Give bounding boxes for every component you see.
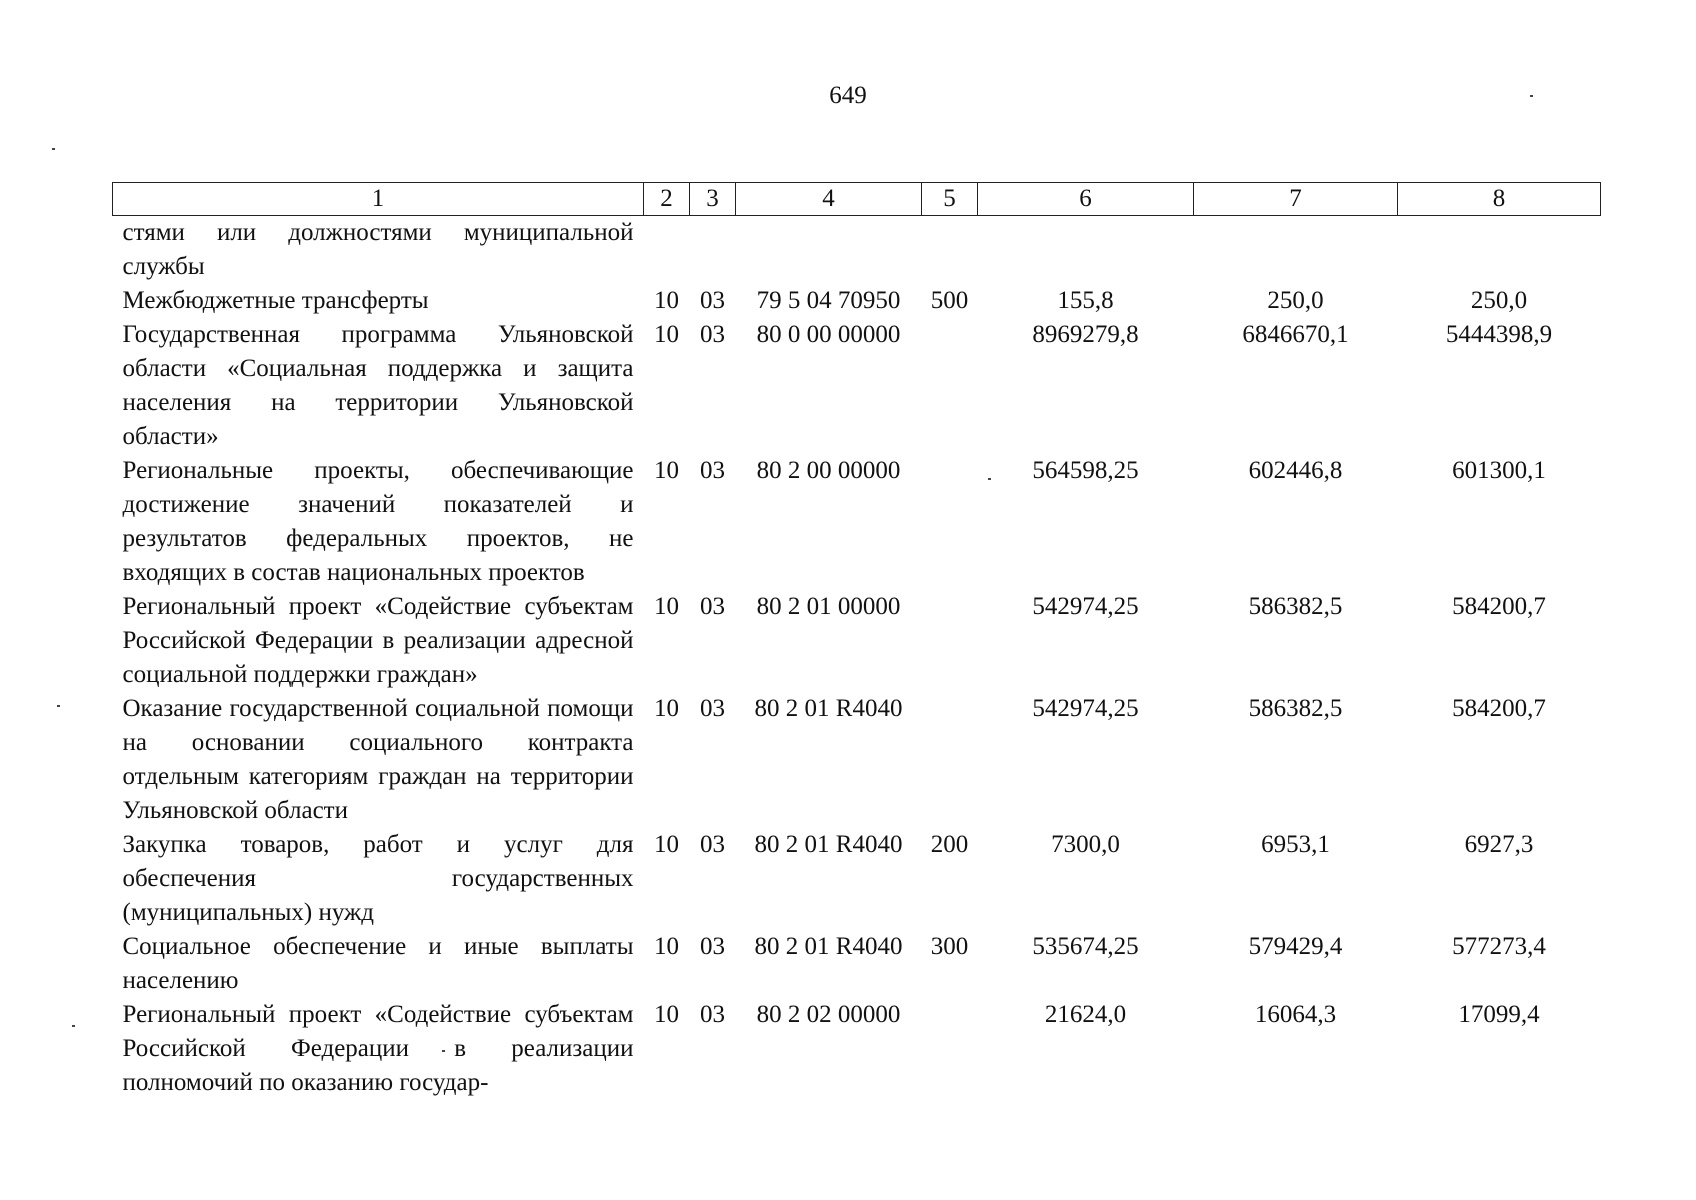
row-amount-7: 6846670,1 — [1242, 321, 1349, 348]
table-row — [113, 930, 1601, 998]
row-amount-7: 586382,5 — [1248, 695, 1343, 722]
row-subsection: 03 — [700, 593, 725, 620]
table-row — [113, 828, 1601, 930]
row-amount-6: 542974,25 — [1032, 695, 1139, 722]
row-amount-8: 17099,4 — [1458, 1001, 1540, 1028]
row-amount-6: 8969279,8 — [1032, 321, 1139, 348]
table-row — [113, 998, 1601, 1100]
row-expense-type: 500 — [930, 287, 969, 314]
column-header-1: 1 — [113, 183, 644, 216]
row-name: Закупка товаров, работ и услуг для обеспечения государственных (муниципальных) нужд — [122, 831, 634, 926]
row-target-code: 80 2 01 R4040 — [754, 933, 903, 960]
column-header-2: 2 — [644, 183, 690, 216]
row-expense-type — [922, 692, 978, 828]
row-name: Межбюджетные трансферты — [122, 287, 429, 314]
row-target-code: 80 2 01 R4040 — [754, 695, 903, 722]
row-amount-6: 7300,0 — [1051, 831, 1120, 858]
row-target-code: 80 2 00 00000 — [756, 457, 901, 484]
row-section — [644, 216, 690, 285]
row-amount-6: 535674,25 — [1032, 933, 1139, 960]
row-amount-7: 579429,4 — [1248, 933, 1343, 960]
row-subsection: 03 — [700, 1001, 725, 1028]
row-expense-type — [922, 454, 978, 590]
row-amount-8: 577273,4 — [1452, 933, 1546, 960]
row-name: Региональный проект «Содействие субъектам Российской Федерации в реализации полномочий по оказанию государ- — [122, 1001, 634, 1096]
row-expense-type — [922, 216, 978, 285]
table-row — [113, 590, 1601, 692]
scan-artifact — [72, 1025, 75, 1027]
row-subsection — [690, 216, 736, 285]
row-name: Социальное обеспечение и иные выплаты населению — [122, 933, 634, 994]
budget-table — [112, 182, 1601, 1100]
row-expense-type: 200 — [930, 831, 969, 858]
column-header-3: 3 — [690, 183, 736, 216]
row-amount-8: 6927,3 — [1464, 831, 1534, 858]
row-amount-7: 6953,1 — [1261, 831, 1330, 858]
row-subsection: 03 — [700, 287, 725, 314]
page-number: 649 — [829, 82, 867, 109]
row-subsection: 03 — [700, 457, 725, 484]
row-section: 10 — [654, 933, 679, 960]
table-row — [113, 318, 1601, 454]
row-amount-7: 16064,3 — [1254, 1001, 1337, 1028]
row-section: 10 — [654, 457, 679, 484]
row-target-code: 80 0 00 00000 — [756, 321, 901, 348]
row-target-code: 80 2 01 00000 — [756, 593, 901, 620]
row-target-code: 80 2 02 00000 — [756, 1001, 901, 1028]
row-amount-8: 601300,1 — [1452, 457, 1546, 484]
row-section: 10 — [654, 593, 679, 620]
column-header-5: 5 — [922, 183, 978, 216]
row-name: стями или должностями муниципальной службы — [122, 219, 634, 280]
row-expense-type — [922, 590, 978, 692]
row-amount-7: 586382,5 — [1248, 593, 1343, 620]
table-row — [113, 216, 1601, 285]
row-name: Государственная программа Ульяновской области «Социальная поддержка и защита населения на территории Ульяновской области» — [122, 321, 634, 450]
column-header-6: 6 — [978, 183, 1194, 216]
row-expense-type: 300 — [930, 933, 969, 960]
row-target-code: 80 2 01 R4040 — [754, 831, 903, 858]
row-name: Оказание государственной социальной помощи на основании социального контракта отдельным категориям граждан на территории Ульяновской области — [122, 695, 634, 824]
table-row — [113, 454, 1601, 590]
row-section: 10 — [654, 831, 679, 858]
column-header-4: 4 — [736, 183, 922, 216]
row-subsection: 03 — [700, 933, 725, 960]
scan-artifact — [52, 148, 55, 150]
table-row — [113, 284, 1601, 318]
row-section: 10 — [654, 287, 679, 314]
row-section: 10 — [654, 321, 679, 348]
row-expense-type — [922, 318, 978, 454]
row-amount-6 — [978, 216, 1194, 285]
row-name: Региональный проект «Содействие субъектам Российской Федерации в реализации адресной социальной поддержки граждан» — [122, 593, 634, 688]
row-section: 10 — [654, 695, 679, 722]
column-header-8: 8 — [1398, 183, 1601, 216]
row-amount-8: 584200,7 — [1452, 695, 1546, 722]
row-amount-7: 250,0 — [1267, 287, 1324, 314]
row-section: 10 — [654, 1001, 679, 1028]
column-header-7: 7 — [1194, 183, 1398, 216]
scan-artifact — [1530, 95, 1533, 97]
row-amount-8: 5444398,9 — [1445, 321, 1553, 348]
row-amount-6: 21624,0 — [1044, 1001, 1127, 1028]
row-name: Региональные проекты, обеспечивающие достижение значений показателей и результатов федеральных проектов, не входящих в состав национальных проектов — [122, 457, 634, 586]
header-row — [113, 183, 1601, 216]
row-expense-type — [922, 998, 978, 1100]
row-subsection: 03 — [700, 831, 725, 858]
row-amount-8: 584200,7 — [1452, 593, 1546, 620]
row-amount-8: 250,0 — [1470, 287, 1528, 314]
row-amount-8 — [1398, 216, 1601, 285]
row-target-code — [736, 216, 922, 285]
row-amount-7: 602446,8 — [1248, 457, 1343, 484]
row-subsection: 03 — [700, 321, 725, 348]
row-target-code: 79 5 04 70950 — [756, 287, 901, 314]
scan-artifact — [57, 705, 60, 707]
row-amount-6: 542974,25 — [1032, 593, 1139, 620]
row-amount-6: 155,8 — [1057, 287, 1114, 314]
row-amount-6: 564598,25 — [1032, 457, 1139, 484]
table-row — [113, 692, 1601, 828]
row-amount-7 — [1194, 216, 1398, 285]
row-subsection: 03 — [700, 695, 725, 722]
